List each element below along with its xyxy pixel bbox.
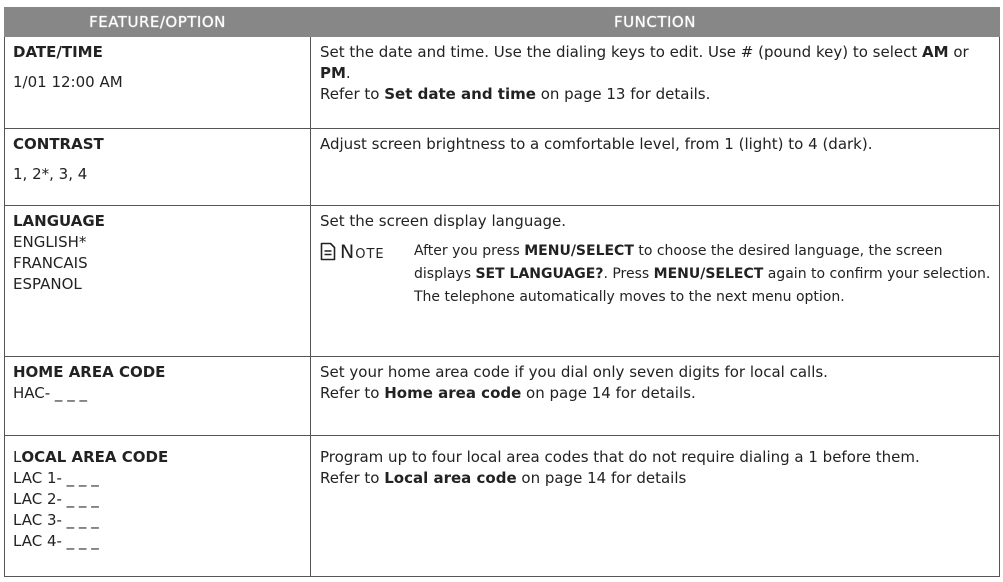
feature-value: ENGLISH* xyxy=(13,233,87,252)
function-text: Adjust screen brightness to a comfortable level, from 1 (light) to 4 (dark). xyxy=(320,135,873,154)
feature-table xyxy=(4,7,1000,577)
am-label: AM xyxy=(922,43,949,61)
pm-label: PM xyxy=(320,64,346,82)
feature-value: FRANCAIS xyxy=(13,254,88,273)
feature-value: ESPANOL xyxy=(13,275,82,294)
feature-cell xyxy=(5,129,311,206)
note-label: Note xyxy=(340,241,385,264)
feature-value: 1/01 12:00 AM xyxy=(13,73,123,91)
feature-title: CONTRAST xyxy=(13,135,104,154)
function-text: Program up to four local area codes that do not require dialing a 1 before them. xyxy=(320,447,920,466)
feature-title: LANGUAGE xyxy=(13,212,105,231)
feature-value: LAC 1- _ _ _ xyxy=(13,468,99,487)
feature-value: LAC 2- _ _ _ xyxy=(13,489,99,508)
feature-title: HOME AREA CODE xyxy=(13,363,166,382)
feature-cell xyxy=(5,206,311,357)
feature-title: DATE/TIME xyxy=(13,43,103,61)
reference-link: Home area code xyxy=(384,384,522,403)
function-cell xyxy=(311,129,1000,206)
table-row xyxy=(5,37,1000,129)
function-text: Set your home area code if you dial only seven digits for local calls. xyxy=(320,363,828,382)
note-block xyxy=(320,240,991,309)
function-text: Set the date and time. Use the dialing keys to edit. Use # (pound key) to select AM or PM. xyxy=(320,43,969,82)
table-row xyxy=(5,435,1000,576)
function-cell xyxy=(311,37,1000,129)
function-cell xyxy=(311,357,1000,435)
feature-value: LAC 3- _ _ _ xyxy=(13,510,99,529)
function-cell xyxy=(311,435,1000,576)
function-reference: Refer to Set date and time on page 13 for details. xyxy=(320,85,711,103)
reference-link: Set date and time xyxy=(384,85,536,103)
feature-cell xyxy=(5,435,311,576)
table-header xyxy=(5,8,1000,37)
function-cell xyxy=(311,206,1000,357)
table-row xyxy=(5,206,1000,357)
table-row xyxy=(5,129,1000,206)
document-icon xyxy=(320,242,336,261)
header-function: FUNCTION xyxy=(311,8,1000,37)
feature-title: LOCAL AREA CODE xyxy=(13,447,169,466)
function-reference: Refer to Local area code on page 14 for details xyxy=(320,468,687,487)
table-row xyxy=(5,357,1000,435)
feature-value: LAC 4- _ _ _ xyxy=(13,531,99,550)
reference-link: Local area code xyxy=(384,468,517,487)
function-reference: Refer to Home area code on page 14 for details. xyxy=(320,384,696,403)
function-text: Set the screen display language. xyxy=(320,212,567,231)
note-text: After you press MENU/SELECT to choose the desired language, the screen displays SET LANGUAGE?. Press MENU/SELECT again to confirm your selection. The telephone automatically moves to the next menu option. xyxy=(414,243,991,306)
feature-value: 1, 2*, 3, 4 xyxy=(13,165,88,184)
feature-value: HAC- _ _ _ xyxy=(13,384,87,403)
feature-cell xyxy=(5,37,311,129)
feature-cell xyxy=(5,357,311,435)
header-feature-option: FEATURE/OPTION xyxy=(5,8,311,37)
